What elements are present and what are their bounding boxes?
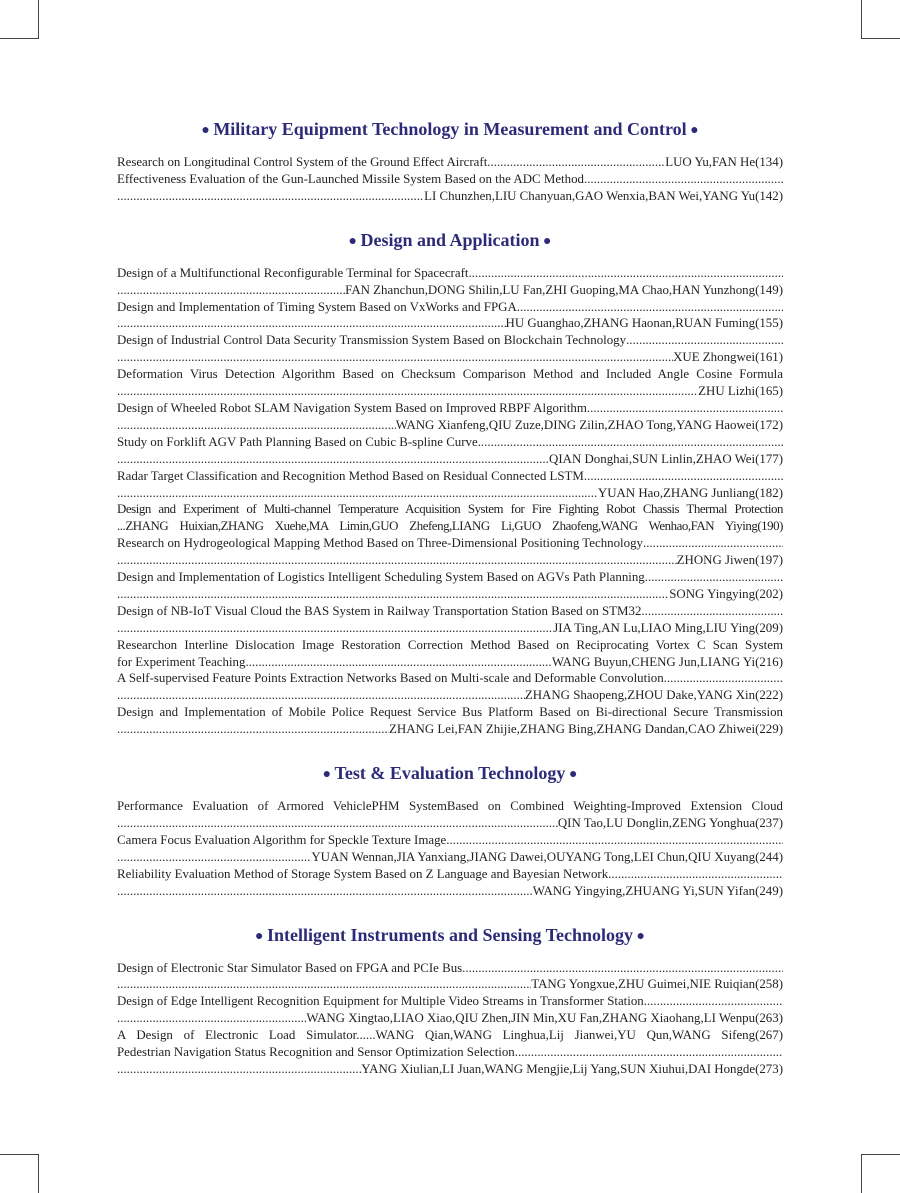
entry-authors: LI Chunzhen,LIU Chanyuan,GAO Wenxia,BAN Wei,YANG Yu(142) [424, 188, 783, 203]
entry-line [117, 586, 783, 603]
entry-line [117, 637, 783, 654]
toc-entry [117, 434, 783, 468]
crop-mark-top-right [861, 0, 900, 39]
bullet-icon: ● [633, 928, 646, 944]
crop-mark-top-left [0, 0, 39, 39]
entry-line [117, 468, 783, 485]
toc-entry [117, 603, 783, 637]
section-title [117, 227, 783, 255]
section-title-text: Design and Application [360, 229, 540, 250]
dot-leader [117, 1010, 306, 1027]
bullet-icon: ● [322, 767, 335, 783]
dot-leader [117, 349, 673, 366]
dot-leader [664, 670, 783, 687]
dot-leader [478, 434, 783, 451]
dot-leader [117, 586, 669, 603]
section-title-text: Military Equipment Technology in Measurement and Control [213, 119, 687, 139]
bullet-icon: ● [254, 928, 267, 944]
dot-leader [641, 603, 783, 620]
dot-leader [117, 282, 345, 299]
dot-leader [584, 468, 783, 485]
table-of-contents [117, 116, 783, 1100]
toc-entry [117, 637, 783, 671]
dot-leader [462, 960, 783, 977]
dot-leader [245, 654, 551, 671]
section-heading [117, 227, 783, 255]
toc-entry [117, 468, 783, 502]
entry-authors: YANG Xiulian,LI Juan,WANG Mengjie,Lĳ Yang,SUN Xiuhui,DAI Hongde(273) [361, 1061, 783, 1076]
entry-title: Design of a Multifunctional Reconfigurable Terminal for Spacecraft [117, 265, 469, 280]
entry-line [117, 400, 783, 417]
dot-leader [117, 485, 598, 502]
entry-title: Design and Implementation of Mobile Police Request Service Bus Platform Based on Bi-directional Secure Transmission [117, 705, 783, 720]
dot-leader [626, 332, 783, 349]
entry-line [117, 299, 783, 316]
bullet-icon: ● [539, 233, 552, 249]
dot-leader [117, 451, 549, 468]
toc-entry [117, 1027, 783, 1044]
toc-entry [117, 960, 783, 994]
entry-line [117, 1027, 783, 1044]
entry-title: Design of Wheeled Robot SLAM Navigation System Based on Improved RBPF Algorithm [117, 400, 587, 415]
toc-entry [117, 400, 783, 434]
dot-leader [584, 171, 783, 188]
entry-line [117, 332, 783, 349]
entry-title: Study on Forklift AGV Path Planning Based on Cubic B-spline Curve [117, 434, 478, 449]
entry-line [117, 485, 783, 502]
dot-leader [645, 569, 783, 586]
entry-title: Design and Experiment of Multi-channel Temperature Acquisition System for Fire Fighting Robot Chassis Thermal Protection [117, 502, 783, 517]
entry-authors: ZHANG Lei,FAN Zhijie,ZHANG Bing,ZHANG Dandan,CAO Zhiwei(229) [389, 722, 783, 737]
entry-authors: WANG Xingtao,LIAO Xiao,QIU Zhen,JIN Min,XU Fan,ZHANG Xiaohang,LI Wenpu(263) [306, 1011, 783, 1026]
entry-title: Design and Implementation of Logistics Intelligent Scheduling System Based on AGVs Path Planning [117, 570, 645, 585]
entry-authors: WANG Buyun,CHENG Jun,LIANG Yi(216) [551, 654, 783, 669]
dot-leader [515, 1044, 783, 1061]
dot-leader [117, 315, 506, 332]
entry-line [117, 866, 783, 883]
entry-authors: WANG Xianfeng,QIU Zuze,DING Zilin,ZHAO Tong,YANG Haowei(172) [395, 417, 783, 432]
entry-title: Effectiveness Evaluation of the Gun-Launched Missile System Based on the ADC Method [117, 171, 584, 186]
crop-mark-bottom-right [861, 1154, 900, 1193]
entry-line [117, 1061, 783, 1078]
entry-title: A Design of Electronic Load Simulator......WANG Qian,WANG Linghua,Lĳ Jianwei,YU Qun,WANG Sifeng(267) [117, 1028, 783, 1043]
section-heading [117, 760, 783, 788]
entry-authors: ZHONG Jiwen(197) [676, 553, 783, 568]
entry-title: Research on Hydrogeological Mapping Method Based on Three-Dimensional Positioning Technology [117, 536, 643, 551]
entry-title: Researchon Interline Dislocation Image Restoration Correction Method Based on Reciprocating Vortex C Scan System [117, 637, 783, 652]
dot-leader [117, 687, 525, 704]
entry-authors: YUAN Hao,ZHANG Junliang(182) [597, 485, 783, 500]
entry-list [117, 960, 783, 1078]
entry-line [117, 383, 783, 400]
toc-entry [117, 569, 783, 603]
dot-leader [517, 299, 783, 316]
dot-leader [117, 815, 558, 832]
toc-section [117, 116, 783, 205]
entry-line [117, 670, 783, 687]
dot-leader [117, 620, 553, 637]
entry-line [117, 315, 783, 332]
entry-line [117, 349, 783, 366]
entry-line [117, 832, 783, 849]
dot-leader [117, 188, 424, 205]
dot-leader [644, 993, 783, 1010]
dot-leader [468, 265, 783, 282]
dot-leader [587, 400, 783, 417]
section-title [117, 760, 783, 788]
entry-line [117, 282, 783, 299]
entry-title: Design of Industrial Control Data Security Transmission System Based on Blockchain Technology [117, 333, 627, 348]
bullet-icon: ● [565, 767, 578, 783]
dot-leader [487, 154, 665, 171]
entry-authors: WANG Yingying,ZHUANG Yi,SUN Yifan(249) [532, 883, 783, 898]
toc-entry [117, 299, 783, 333]
bullet-icon: ● [686, 123, 699, 138]
entry-line [117, 704, 783, 721]
entry-line [117, 1044, 783, 1061]
dot-leader [608, 866, 783, 883]
dot-leader [117, 849, 311, 866]
section-heading [117, 922, 783, 950]
dot-leader [117, 383, 698, 400]
entry-authors: QIAN Donghai,SUN Linlin,ZHAO Wei(177) [549, 451, 783, 466]
entry-line [117, 366, 783, 383]
section-title-text: Intelligent Instruments and Sensing Technology [266, 924, 634, 945]
entry-line [117, 687, 783, 704]
toc-entry [117, 866, 783, 900]
crop-mark-bottom-left [0, 1154, 39, 1193]
entry-title: Design of Electronic Star Simulator Based on FPGA and PCIe Bus [117, 960, 463, 975]
entry-authors: JIA Ting,AN Lu,LIAO Ming,LIU Ying(209) [553, 620, 783, 635]
entry-line [117, 569, 783, 586]
dot-leader [117, 976, 531, 993]
dot-leader [117, 552, 677, 569]
entry-list [117, 154, 783, 205]
entry-line [117, 976, 783, 993]
entry-title: Pedestrian Navigation Status Recognition and Sensor Optimization Selection [117, 1045, 515, 1060]
dot-leader [117, 417, 396, 434]
entry-title: Reliability Evaluation Method of Storage System Based on Z Language and Bayesian Network [117, 866, 609, 881]
entry-line [117, 265, 783, 282]
toc-entry [117, 366, 783, 400]
entry-line [117, 154, 783, 171]
entry-authors: XUE Zhongwei(161) [673, 350, 783, 365]
section-title [117, 922, 783, 950]
dot-leader [446, 832, 783, 849]
entry-title: Radar Target Classification and Recognition Method Based on Residual Connected LSTM [117, 468, 584, 483]
toc-entry [117, 704, 783, 738]
entry-authors: SONG Yingying(202) [669, 586, 783, 601]
entry-line [117, 188, 783, 205]
entry-title: Design and Implementation of Timing System Based on VxWorks and FPGA [117, 299, 517, 314]
toc-entry [117, 798, 783, 832]
entry-line [117, 815, 783, 832]
entry-title: Performance Evaluation of Armored VehiclePHM SystemBased on Combined Weighting-Improved Extension Cloud [117, 799, 783, 814]
dot-leader [117, 721, 389, 738]
toc-entry [117, 154, 783, 171]
entry-title: Deformation Virus Detection Algorithm Based on Checksum Comparison Method and Included Angle Cosine Formula [117, 367, 783, 382]
dot-leader [643, 535, 783, 552]
entry-line [117, 721, 783, 738]
toc-entry [117, 832, 783, 866]
section-title-text: Test & Evaluation Technology [334, 763, 566, 784]
entry-authors: ZHU Lizhi(165) [698, 384, 783, 399]
entry-authors: TANG Yongxue,ZHU Guimei,NIE Ruiqian(258) [531, 977, 783, 992]
toc-section [117, 922, 783, 1078]
entry-line [117, 883, 783, 900]
entry-line [117, 798, 783, 815]
entry-authors: LUO Yu,FAN He(134) [665, 155, 783, 169]
entry-line [117, 603, 783, 620]
entry-line [117, 535, 783, 552]
toc-entry [117, 171, 783, 205]
entry-line [117, 1010, 783, 1027]
toc-entry [117, 670, 783, 704]
dot-leader [117, 883, 533, 900]
toc-entry [117, 535, 783, 569]
dot-leader [117, 1061, 361, 1078]
entry-title: Camera Focus Evaluation Algorithm for Speckle Texture Image [117, 832, 447, 847]
toc-section [117, 227, 783, 738]
toc-entry [117, 332, 783, 366]
entry-line [117, 960, 783, 977]
entry-authors: FAN Zhanchun,DONG Shilin,LU Fan,ZHI Guoping,MA Chao,HAN Yunzhong(149) [345, 282, 783, 297]
entry-authors: ZHANG Shaopeng,ZHOU Dake,YANG Xin(222) [524, 688, 783, 703]
toc-entry [117, 993, 783, 1027]
toc-entry [117, 1044, 783, 1078]
bullet-icon: ● [348, 233, 361, 249]
entry-line [117, 434, 783, 451]
entry-title: for Experiment Teaching [117, 654, 246, 669]
entry-list [117, 798, 783, 899]
toc-entry [117, 265, 783, 299]
entry-authors: YUAN Wennan,JIA Yanxiang,JIANG Dawei,OUYANG Tong,LEI Chun,QIU Xuyang(244) [311, 849, 783, 864]
entry-authors: HU Guanghao,ZHANG Haonan,RUAN Fuming(155) [505, 316, 783, 331]
section-title [117, 116, 783, 144]
entry-authors: QIN Tao,LU Donglin,ZENG Yonghua(237) [557, 816, 783, 830]
entry-title: Design of NB-IoT Visual Cloud the BAS System in Railway Transportation Station Based on STM32 [117, 603, 642, 618]
entry-line [117, 501, 783, 518]
entry-line [117, 654, 783, 671]
bullet-icon: ● [201, 123, 214, 138]
entry-title: A Self-supervised Feature Points Extraction Networks Based on Multi-scale and Deformable Convolution [117, 671, 664, 686]
entry-title: ...ZHANG Huixian,ZHANG Xuehe,MA Limin,GUO Zhefeng,LIANG Li,GUO Zhaofeng,WANG Wenhao,FAN Yiying(190) [117, 519, 783, 534]
entry-title: Design of Edge Intelligent Recognition Equipment for Multiple Video Streams in Transformer Station [117, 994, 644, 1009]
entry-line [117, 552, 783, 569]
entry-line [117, 993, 783, 1010]
entry-line [117, 620, 783, 637]
entry-line [117, 849, 783, 866]
entry-line [117, 518, 783, 535]
entry-title: Research on Longitudinal Control System of the Ground Effect Aircraft [117, 155, 488, 169]
entry-line [117, 171, 783, 188]
toc-section [117, 760, 783, 899]
toc-entry [117, 501, 783, 535]
entry-line [117, 451, 783, 468]
section-heading [117, 116, 783, 144]
entry-list [117, 265, 783, 738]
entry-line [117, 417, 783, 434]
